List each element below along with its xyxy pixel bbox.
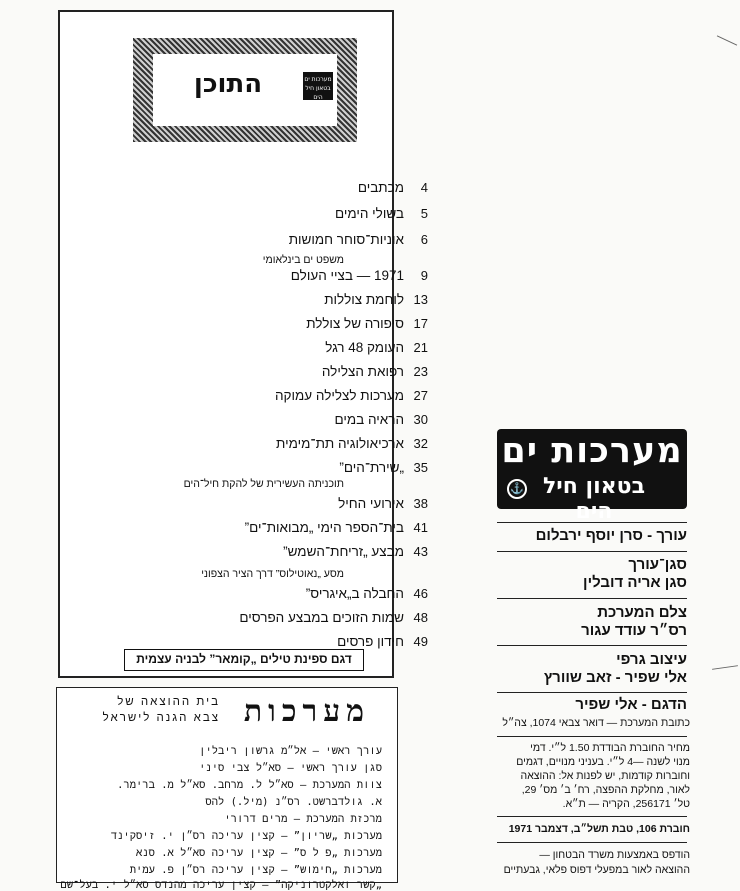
credit-deputy-name: סגן אריה דובלין bbox=[583, 574, 687, 591]
toc-entry bbox=[60, 460, 452, 480]
toc-entry-title: רפואת הצלילה bbox=[321, 364, 404, 379]
toc-page-number: 35 bbox=[413, 460, 428, 475]
toc-page-number: 38 bbox=[413, 496, 428, 511]
toc-page-number: 17 bbox=[413, 316, 428, 331]
toc-entry bbox=[60, 292, 452, 312]
toc-entry bbox=[60, 496, 452, 516]
title-frame bbox=[133, 38, 357, 142]
price-line-5: טל׳ 256171, הקריה — ת״א. bbox=[562, 798, 690, 810]
logo-subtitle: בטאון חיל הים bbox=[542, 474, 646, 524]
toc-entry bbox=[60, 544, 452, 564]
toc-page-number: 49 bbox=[413, 634, 428, 649]
toc-page-number: 9 bbox=[420, 268, 428, 283]
divider bbox=[497, 522, 687, 523]
logo-title: מערכות ים bbox=[501, 431, 683, 471]
staff-line: סגן עורך ראשי — סא״ל צבי סיני bbox=[199, 762, 382, 774]
staff-line: צוות המערכת — סא״ל ל. מרחב. סא״ל מ. ברימר. bbox=[117, 779, 382, 791]
toc-entry bbox=[60, 268, 452, 288]
publisher-house-line2: צבא הגנה לישראל bbox=[102, 712, 220, 724]
divider bbox=[497, 816, 687, 817]
staff-line: מערכות „פ ל ס” — קצין עריכה סא״ל א. סנא bbox=[135, 847, 382, 859]
publisher-house-line1: בית ההוצאה של bbox=[117, 696, 220, 708]
toc-entry bbox=[60, 206, 452, 226]
toc-entry-title: סיפורה של צוללת bbox=[306, 316, 404, 331]
publisher-name: מערכות bbox=[243, 694, 370, 729]
toc-entry-title: בית־הספר הימי „מבואות־ים” bbox=[244, 520, 404, 535]
staff-line: מרכזת המערכת — מרים דרורי bbox=[224, 813, 382, 825]
toc-entry-subtitle: מסע „נאוטילוס” דרך הציר הצפוני bbox=[201, 568, 344, 580]
toc-entry-title: מבצע „זריחת־השמש” bbox=[283, 544, 404, 559]
toc-entry-title: העומק 48 רגל bbox=[325, 340, 404, 355]
toc-page-number: 41 bbox=[413, 520, 428, 535]
toc-entry-title: מכתבים bbox=[357, 180, 404, 195]
printed-line-2: ההוצאה לאור במפעלי דפוס פלאי, גבעתיים bbox=[503, 864, 690, 876]
toc-entry-title: ארכיאולוגיה תת־מימית bbox=[276, 436, 404, 451]
price-line-3: וחוברות קודמות, יש לפנות אל: ההוצאה bbox=[520, 770, 690, 782]
toc-page-number: 23 bbox=[413, 364, 428, 379]
toc-entry-title: חידון פרסים bbox=[337, 634, 404, 649]
toc-page-number: 5 bbox=[420, 206, 428, 221]
printed-line-1: הודפס באמצעות משרד הבטחון — bbox=[539, 849, 690, 861]
staff-line: מערכות „שריון” — קצין עריכה רס״ן י. זיסקינד bbox=[110, 830, 382, 842]
toc-entry bbox=[60, 412, 452, 432]
toc-page-number: 48 bbox=[413, 610, 428, 625]
address: כתובת המערכת — דואר צבאי 1074, צה״ל bbox=[502, 717, 690, 729]
boxed-note: דגם ספינת טילים „קומאר” לבניה עצמית bbox=[124, 649, 364, 671]
toc-entry-subtitle: תוכניתה העשירית של להקת חיל־הים bbox=[183, 478, 344, 490]
credit-photographer-title: צלם המערכת bbox=[597, 604, 687, 621]
staff-line: א. גולדברשט. רס״נ (מיל.) להס bbox=[205, 796, 382, 808]
divider bbox=[497, 842, 687, 843]
mini-logo: מערכות ים בטאון חיל הים bbox=[303, 72, 333, 100]
divider bbox=[497, 736, 687, 737]
divider bbox=[497, 692, 687, 693]
toc-entry bbox=[60, 610, 452, 630]
credit-design-title: עיצוב גרפי bbox=[616, 651, 687, 668]
toc-page-number: 32 bbox=[413, 436, 428, 451]
toc-entry-title: בשולי הימים bbox=[334, 206, 404, 221]
staff-line: עורך ראשי — אל״מ גרשון ריבלין bbox=[199, 745, 382, 757]
staff-line: „קשר ואלקטרוניקה” — קצין עריכה מהנדס סא״ל י. בעל־שם bbox=[60, 879, 382, 891]
toc-page-number: 13 bbox=[413, 292, 428, 307]
price-line-1: מחיר החוברת הבודדת 1.50 ל״י. דמי bbox=[530, 742, 690, 754]
toc-entry bbox=[60, 520, 452, 540]
scan-mark bbox=[717, 35, 737, 45]
divider bbox=[497, 645, 687, 646]
divider bbox=[497, 598, 687, 599]
toc-entry bbox=[60, 364, 452, 384]
toc-entry-title: „שירת־הים” bbox=[339, 460, 404, 475]
toc-entry-title: מערכות לצלילה עמוקה bbox=[275, 388, 404, 403]
toc-page-number: 46 bbox=[413, 586, 428, 601]
toc-page-number: 21 bbox=[413, 340, 428, 355]
credit-model: הדגם - אלי שפיר bbox=[575, 696, 687, 713]
toc-entry-subtitle: משפט ים בינלאומי bbox=[262, 254, 344, 266]
table-of-contents bbox=[58, 10, 428, 678]
toc-page-number: 27 bbox=[413, 388, 428, 403]
publisher-house bbox=[90, 694, 220, 726]
toc-page-number: 6 bbox=[420, 232, 428, 247]
toc-page-number: 30 bbox=[413, 412, 428, 427]
toc-entry bbox=[60, 340, 452, 360]
toc-entry bbox=[60, 180, 452, 200]
toc-entry bbox=[60, 586, 452, 606]
toc-entry bbox=[60, 436, 452, 456]
toc-entry-title: שמות הזוכים במבצע הפרסים bbox=[239, 610, 404, 625]
credit-photographer-name: רס״ר עודד עגור bbox=[581, 622, 687, 639]
title-frame-inner bbox=[153, 54, 337, 126]
toc-page-number: 4 bbox=[420, 180, 428, 195]
toc-entry-title: 1971 — בציי העולם bbox=[290, 268, 404, 283]
toc-page-number: 43 bbox=[413, 544, 428, 559]
toc-entry bbox=[60, 232, 452, 252]
credit-editor: עורך - סרן יוסף ירבלום bbox=[535, 527, 687, 544]
toc-title: התוכן bbox=[193, 69, 263, 99]
credit-deputy-title: סגן־עורך bbox=[628, 556, 687, 573]
toc-entry bbox=[60, 388, 452, 408]
anchor-icon: ⚓ bbox=[507, 479, 527, 499]
issue-info: חוברת 106, טבת תשל״ב, דצמבר 1971 bbox=[508, 823, 690, 835]
scan-mark bbox=[712, 665, 738, 670]
toc-entry bbox=[60, 316, 452, 336]
toc-entry-title: החבלה ב„איגריס” bbox=[305, 586, 404, 601]
credit-design-names: אלי שפיר - זאב שוורץ bbox=[543, 669, 687, 686]
toc-entry-title: אירועי החיל bbox=[338, 496, 404, 511]
magazine-logo bbox=[497, 429, 687, 524]
divider bbox=[497, 551, 687, 552]
price-line-4: לאור, מחלקת ההפצה, רח׳ ב׳ מס׳ 29, bbox=[521, 784, 690, 796]
toc-entry-title: לוחמת צוללות bbox=[324, 292, 404, 307]
price-line-2: מנוי לשנה —4 ל״י. בעניני מנויים, דגמים bbox=[516, 756, 690, 768]
toc-entry-title: הראיה במים bbox=[334, 412, 404, 427]
staff-line: מערכות „חימוש” — קצין עריכה רס״ן פ. עמית bbox=[129, 864, 382, 876]
toc-entry-title: אוניות־סוחר חמושות bbox=[288, 232, 404, 247]
